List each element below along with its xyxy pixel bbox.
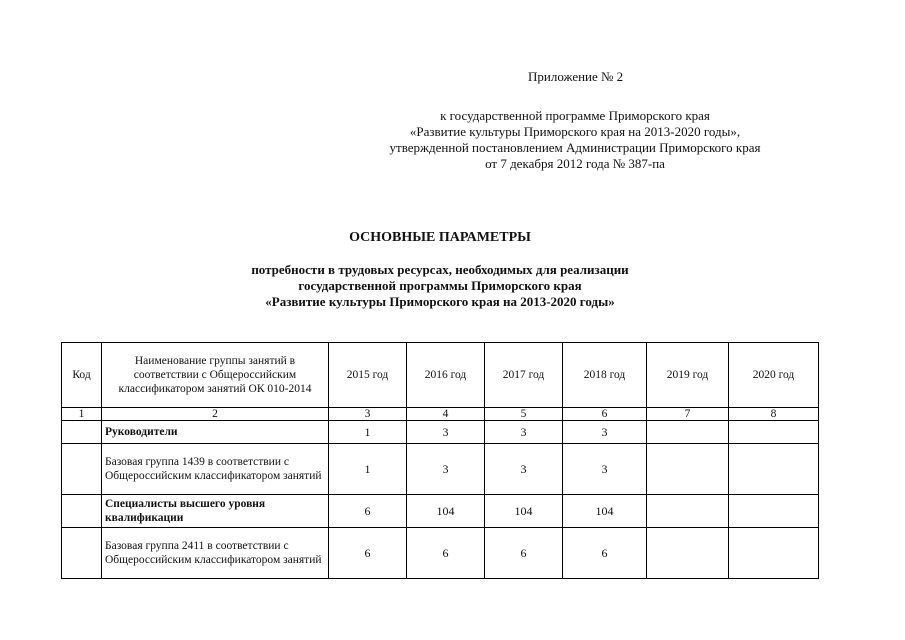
header-year: 2015 год bbox=[329, 343, 407, 408]
table-row bbox=[62, 421, 819, 444]
header-year: 2020 год bbox=[729, 343, 819, 408]
cell-value: 3 bbox=[563, 444, 647, 495]
cell-group-name: Руководители bbox=[102, 421, 329, 444]
column-number: 2 bbox=[102, 408, 329, 421]
cell-value: 6 bbox=[485, 528, 563, 579]
cell-value: 104 bbox=[407, 495, 485, 528]
cell-value bbox=[729, 495, 819, 528]
column-number: 1 bbox=[62, 408, 102, 421]
subtitle-line: «Развитие культуры Приморского края на 2013-2020 годы» bbox=[265, 294, 615, 309]
table-row bbox=[62, 528, 819, 579]
cell-value: 6 bbox=[329, 495, 407, 528]
cell-value bbox=[729, 444, 819, 495]
cell-value: 104 bbox=[563, 495, 647, 528]
cell-value bbox=[647, 444, 729, 495]
cell-value: 3 bbox=[407, 444, 485, 495]
appendix-line: утвержденной постановлением Администрации Приморского края bbox=[389, 140, 761, 155]
table-header-row bbox=[62, 343, 819, 408]
cell-value bbox=[729, 421, 819, 444]
cell-value bbox=[729, 528, 819, 579]
header-year: 2018 год bbox=[563, 343, 647, 408]
header-year: 2016 год bbox=[407, 343, 485, 408]
header-year: 2019 год bbox=[647, 343, 729, 408]
cell-value bbox=[647, 528, 729, 579]
cell-value: 3 bbox=[485, 421, 563, 444]
subtitle-line: потребности в трудовых ресурсах, необходимых для реализации bbox=[251, 262, 629, 277]
appendix-reference bbox=[330, 108, 820, 172]
cell-code bbox=[62, 444, 102, 495]
appendix-title: Приложение № 2 bbox=[528, 69, 624, 84]
subtitle-line: государственной программы Приморского края bbox=[298, 278, 582, 293]
cell-code bbox=[62, 495, 102, 528]
appendix-line: от 7 декабря 2012 года № 387-па bbox=[485, 156, 665, 171]
parameters-table bbox=[61, 342, 819, 579]
column-number: 3 bbox=[329, 408, 407, 421]
table-row bbox=[62, 444, 819, 495]
cell-value: 3 bbox=[485, 444, 563, 495]
document-subtitle bbox=[0, 262, 880, 310]
document-title: ОСНОВНЫЕ ПАРАМЕТРЫ bbox=[349, 230, 531, 245]
cell-value: 3 bbox=[563, 421, 647, 444]
column-number: 7 bbox=[647, 408, 729, 421]
cell-code bbox=[62, 528, 102, 579]
cell-value: 6 bbox=[407, 528, 485, 579]
cell-group-name: Базовая группа 1439 в соответствии с Общероссийским классификатором занятий bbox=[102, 444, 329, 495]
column-number: 8 bbox=[729, 408, 819, 421]
cell-value: 1 bbox=[329, 444, 407, 495]
cell-value: 6 bbox=[329, 528, 407, 579]
header-code: Код bbox=[62, 343, 102, 408]
appendix-line: к государственной программе Приморского края bbox=[440, 108, 710, 123]
cell-value bbox=[647, 421, 729, 444]
table-row bbox=[62, 495, 819, 528]
cell-value bbox=[647, 495, 729, 528]
column-number: 6 bbox=[563, 408, 647, 421]
cell-value: 104 bbox=[485, 495, 563, 528]
cell-value: 6 bbox=[563, 528, 647, 579]
header-group-name: Наименование группы занятий в соответствии с Общероссийским классификатором занятий ОК 010-2014 bbox=[102, 343, 329, 408]
cell-group-name: Специалисты высшего уровня квалификации bbox=[102, 495, 329, 528]
column-number: 5 bbox=[485, 408, 563, 421]
cell-group-name: Базовая группа 2411 в соответствии с Общероссийским классификатором занятий bbox=[102, 528, 329, 579]
cell-code bbox=[62, 421, 102, 444]
cell-value: 1 bbox=[329, 421, 407, 444]
cell-value: 3 bbox=[407, 421, 485, 444]
column-number: 4 bbox=[407, 408, 485, 421]
header-year: 2017 год bbox=[485, 343, 563, 408]
appendix-line: «Развитие культуры Приморского края на 2013-2020 годы», bbox=[409, 124, 741, 139]
column-number-row bbox=[62, 408, 819, 421]
